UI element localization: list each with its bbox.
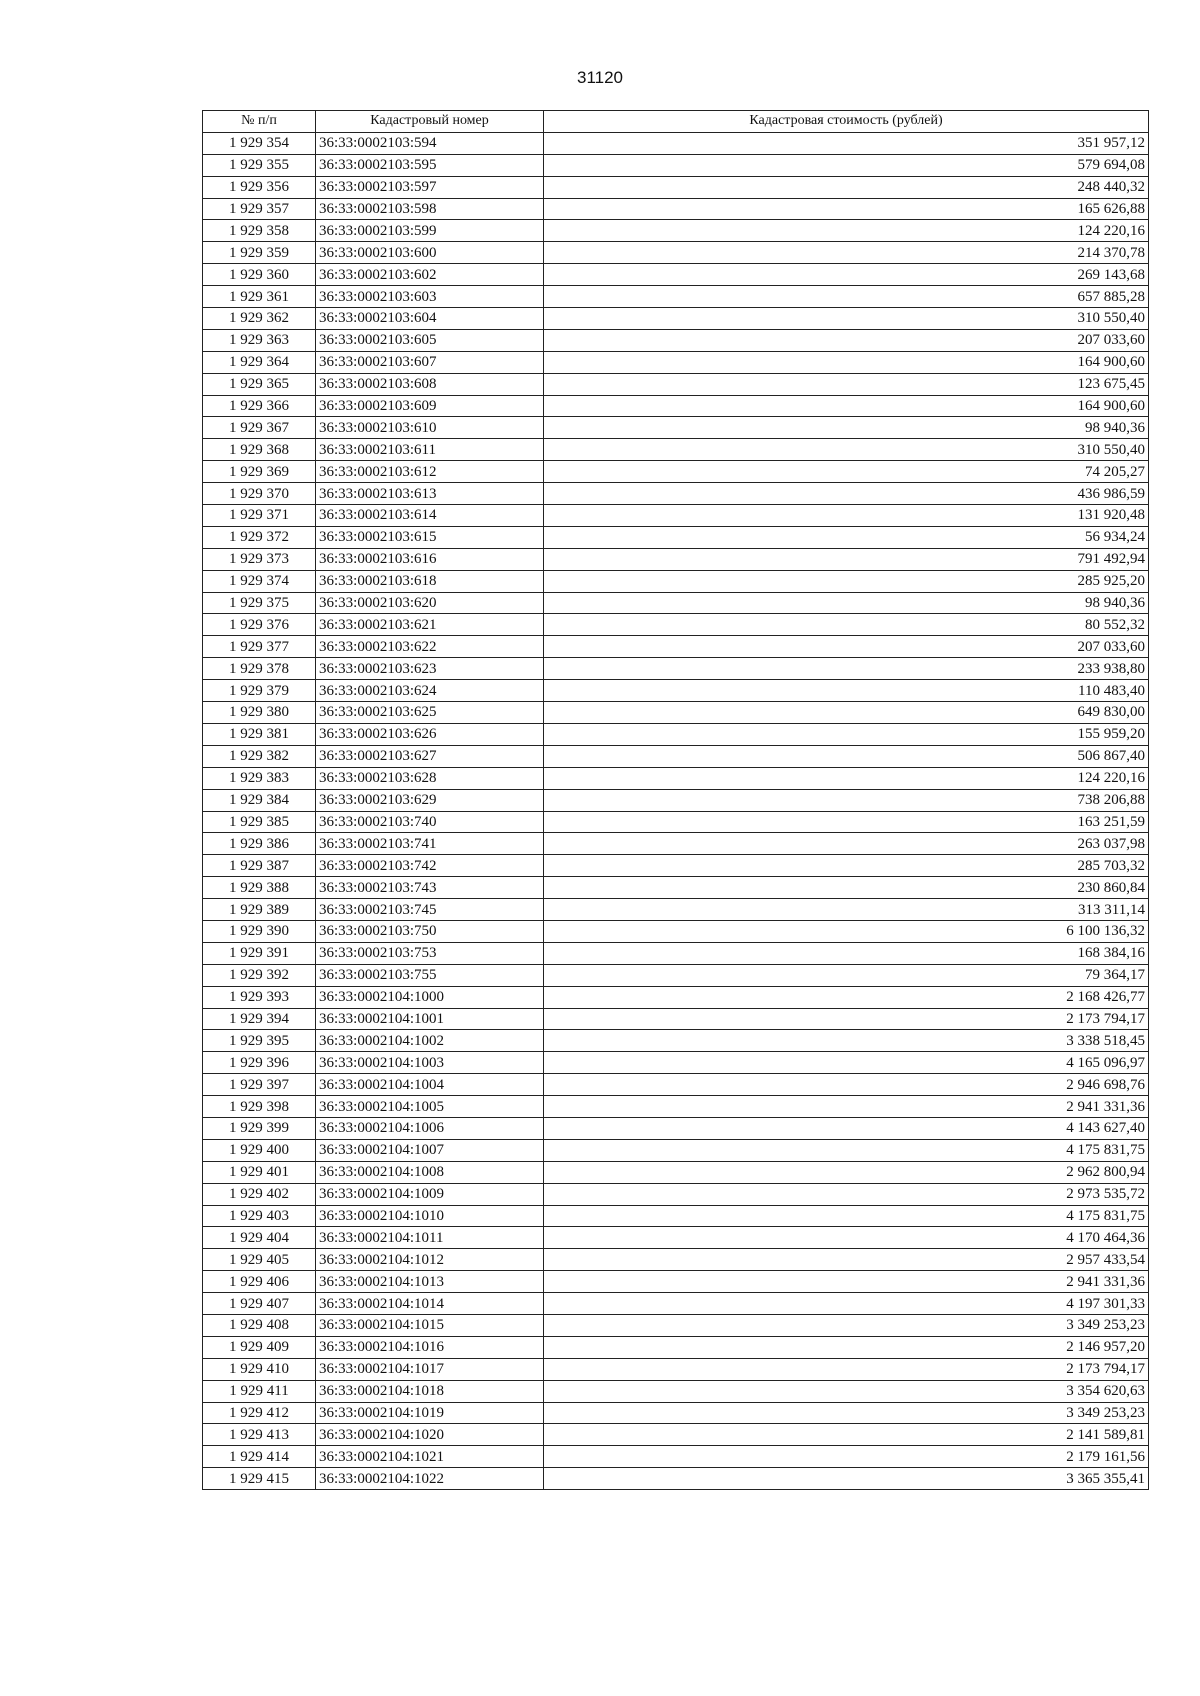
table-row	[203, 811, 1149, 833]
header-cadastral-value: Кадастровая стоимость (рублей)	[544, 111, 1149, 133]
row-number-cell: 1 929 384	[203, 789, 316, 811]
cadastral-value-cell: 214 370,78	[544, 242, 1149, 264]
table-row	[203, 767, 1149, 789]
cadastral-value-cell: 98 940,36	[544, 417, 1149, 439]
cadastral-value-cell: 80 552,32	[544, 614, 1149, 636]
cadastral-number-cell: 36:33:0002103:741	[316, 833, 544, 855]
cadastral-value-cell: 2 957 433,54	[544, 1249, 1149, 1271]
table-row	[203, 658, 1149, 680]
cadastral-number-cell: 36:33:0002103:743	[316, 877, 544, 899]
table-row	[203, 986, 1149, 1008]
row-number-cell: 1 929 359	[203, 242, 316, 264]
cadastral-value-cell: 4 170 464,36	[544, 1227, 1149, 1249]
cadastral-value-cell: 79 364,17	[544, 964, 1149, 986]
row-number-cell: 1 929 357	[203, 198, 316, 220]
table-row	[203, 505, 1149, 527]
table-row	[203, 220, 1149, 242]
cadastral-number-cell: 36:33:0002104:1006	[316, 1117, 544, 1139]
page-number: 31120	[576, 68, 623, 87]
table-row	[203, 242, 1149, 264]
cadastral-number-cell: 36:33:0002103:604	[316, 308, 544, 330]
cadastral-number-cell: 36:33:0002104:1002	[316, 1030, 544, 1052]
table-row	[203, 1358, 1149, 1380]
row-number-cell: 1 929 398	[203, 1096, 316, 1118]
row-number-cell: 1 929 370	[203, 483, 316, 505]
cadastral-number-cell: 36:33:0002103:624	[316, 680, 544, 702]
cadastral-value-cell: 351 957,12	[544, 132, 1149, 154]
cadastral-value-cell: 123 675,45	[544, 373, 1149, 395]
cadastral-number-cell: 36:33:0002103:740	[316, 811, 544, 833]
cadastral-number-cell: 36:33:0002103:611	[316, 439, 544, 461]
row-number-cell: 1 929 367	[203, 417, 316, 439]
cadastral-number-cell: 36:33:0002103:610	[316, 417, 544, 439]
cadastral-value-cell: 285 703,32	[544, 855, 1149, 877]
cadastral-number-cell: 36:33:0002103:605	[316, 329, 544, 351]
cadastral-number-cell: 36:33:0002104:1010	[316, 1205, 544, 1227]
header-row	[203, 111, 1149, 133]
table-row	[203, 855, 1149, 877]
cadastral-value-cell: 2 173 794,17	[544, 1358, 1149, 1380]
cadastral-number-cell: 36:33:0002103:742	[316, 855, 544, 877]
table-row	[203, 439, 1149, 461]
cadastral-number-cell: 36:33:0002103:620	[316, 592, 544, 614]
cadastral-number-cell: 36:33:0002104:1018	[316, 1380, 544, 1402]
row-number-cell: 1 929 410	[203, 1358, 316, 1380]
cadastral-value-cell: 3 349 253,23	[544, 1402, 1149, 1424]
cadastral-value-cell: 248 440,32	[544, 176, 1149, 198]
table-row	[203, 132, 1149, 154]
row-number-cell: 1 929 399	[203, 1117, 316, 1139]
table-row	[203, 1030, 1149, 1052]
cadastral-number-cell: 36:33:0002103:621	[316, 614, 544, 636]
cadastral-value-cell: 110 483,40	[544, 680, 1149, 702]
table-row	[203, 899, 1149, 921]
row-number-cell: 1 929 408	[203, 1314, 316, 1336]
table-row	[203, 483, 1149, 505]
cadastral-value-cell: 4 197 301,33	[544, 1293, 1149, 1315]
cadastral-value-cell: 164 900,60	[544, 395, 1149, 417]
row-number-cell: 1 929 402	[203, 1183, 316, 1205]
cadastral-value-cell: 285 925,20	[544, 570, 1149, 592]
table-row	[203, 1424, 1149, 1446]
row-number-cell: 1 929 360	[203, 264, 316, 286]
table-row	[203, 286, 1149, 308]
table-row	[203, 1205, 1149, 1227]
table-row	[203, 942, 1149, 964]
table-row	[203, 1402, 1149, 1424]
cadastral-number-cell: 36:33:0002103:750	[316, 920, 544, 942]
row-number-cell: 1 929 368	[203, 439, 316, 461]
cadastral-value-cell: 131 920,48	[544, 505, 1149, 527]
row-number-cell: 1 929 395	[203, 1030, 316, 1052]
cadastral-value-cell: 2 141 589,81	[544, 1424, 1149, 1446]
row-number-cell: 1 929 396	[203, 1052, 316, 1074]
row-number-cell: 1 929 412	[203, 1402, 316, 1424]
table-header	[203, 111, 1149, 133]
row-number-cell: 1 929 375	[203, 592, 316, 614]
cadastral-number-cell: 36:33:0002104:1011	[316, 1227, 544, 1249]
cadastral-value-cell: 310 550,40	[544, 439, 1149, 461]
row-number-cell: 1 929 414	[203, 1446, 316, 1468]
row-number-cell: 1 929 393	[203, 986, 316, 1008]
cadastral-number-cell: 36:33:0002103:616	[316, 548, 544, 570]
row-number-cell: 1 929 358	[203, 220, 316, 242]
table-row	[203, 1096, 1149, 1118]
row-number-cell: 1 929 366	[203, 395, 316, 417]
cadastral-value-cell: 6 100 136,32	[544, 920, 1149, 942]
cadastral-value-cell: 124 220,16	[544, 767, 1149, 789]
table-row	[203, 636, 1149, 658]
table-row	[203, 1117, 1149, 1139]
row-number-cell: 1 929 371	[203, 505, 316, 527]
row-number-cell: 1 929 365	[203, 373, 316, 395]
row-number-cell: 1 929 387	[203, 855, 316, 877]
cadastral-value-cell: 506 867,40	[544, 745, 1149, 767]
table-row	[203, 176, 1149, 198]
cadastral-value-cell: 269 143,68	[544, 264, 1149, 286]
table-row	[203, 1139, 1149, 1161]
cadastral-number-cell: 36:33:0002103:745	[316, 899, 544, 921]
row-number-cell: 1 929 363	[203, 329, 316, 351]
cadastral-number-cell: 36:33:0002104:1007	[316, 1139, 544, 1161]
row-number-cell: 1 929 415	[203, 1468, 316, 1490]
row-number-cell: 1 929 391	[203, 942, 316, 964]
cadastral-value-cell: 3 354 620,63	[544, 1380, 1149, 1402]
table-row	[203, 680, 1149, 702]
cadastral-value-cell: 2 179 161,56	[544, 1446, 1149, 1468]
table-row	[203, 351, 1149, 373]
table-row	[203, 1052, 1149, 1074]
cadastral-number-cell: 36:33:0002103:618	[316, 570, 544, 592]
cadastral-number-cell: 36:33:0002104:1014	[316, 1293, 544, 1315]
row-number-cell: 1 929 401	[203, 1161, 316, 1183]
cadastral-value-cell: 207 033,60	[544, 636, 1149, 658]
cadastral-value-cell: 2 962 800,94	[544, 1161, 1149, 1183]
cadastral-value-cell: 233 938,80	[544, 658, 1149, 680]
table-row	[203, 198, 1149, 220]
cadastral-value-cell: 56 934,24	[544, 526, 1149, 548]
table-row	[203, 702, 1149, 724]
cadastral-number-cell: 36:33:0002103:623	[316, 658, 544, 680]
cadastral-value-cell: 791 492,94	[544, 548, 1149, 570]
row-number-cell: 1 929 411	[203, 1380, 316, 1402]
row-number-cell: 1 929 378	[203, 658, 316, 680]
cadastral-value-cell: 2 146 957,20	[544, 1336, 1149, 1358]
cadastral-value-cell: 155 959,20	[544, 723, 1149, 745]
table-row	[203, 789, 1149, 811]
row-number-cell: 1 929 380	[203, 702, 316, 724]
row-number-cell: 1 929 405	[203, 1249, 316, 1271]
row-number-cell: 1 929 397	[203, 1074, 316, 1096]
cadastral-value-cell: 4 175 831,75	[544, 1205, 1149, 1227]
cadastral-value-cell: 163 251,59	[544, 811, 1149, 833]
header-row-number: № п/п	[203, 111, 316, 133]
cadastral-number-cell: 36:33:0002103:600	[316, 242, 544, 264]
row-number-cell: 1 929 356	[203, 176, 316, 198]
row-number-cell: 1 929 364	[203, 351, 316, 373]
cadastral-number-cell: 36:33:0002103:597	[316, 176, 544, 198]
cadastral-number-cell: 36:33:0002103:598	[316, 198, 544, 220]
row-number-cell: 1 929 388	[203, 877, 316, 899]
row-number-cell: 1 929 390	[203, 920, 316, 942]
table-row	[203, 1008, 1149, 1030]
row-number-cell: 1 929 413	[203, 1424, 316, 1446]
table-row	[203, 526, 1149, 548]
cadastral-number-cell: 36:33:0002103:622	[316, 636, 544, 658]
row-number-cell: 1 929 404	[203, 1227, 316, 1249]
row-number-cell: 1 929 407	[203, 1293, 316, 1315]
row-number-cell: 1 929 383	[203, 767, 316, 789]
table-row	[203, 1336, 1149, 1358]
table-row	[203, 1183, 1149, 1205]
cadastral-value-cell: 207 033,60	[544, 329, 1149, 351]
table-row	[203, 614, 1149, 636]
row-number-cell: 1 929 381	[203, 723, 316, 745]
cadastral-number-cell: 36:33:0002103:625	[316, 702, 544, 724]
row-number-cell: 1 929 355	[203, 154, 316, 176]
cadastral-value-cell: 579 694,08	[544, 154, 1149, 176]
table-row	[203, 920, 1149, 942]
table-row	[203, 461, 1149, 483]
cadastral-value-cell: 263 037,98	[544, 833, 1149, 855]
table-row	[203, 395, 1149, 417]
table-row	[203, 877, 1149, 899]
table-row	[203, 264, 1149, 286]
table-row	[203, 1468, 1149, 1490]
table-row	[203, 1161, 1149, 1183]
cadastral-number-cell: 36:33:0002103:613	[316, 483, 544, 505]
table-row	[203, 1271, 1149, 1293]
row-number-cell: 1 929 379	[203, 680, 316, 702]
table-row	[203, 1380, 1149, 1402]
cadastral-value-cell: 3 338 518,45	[544, 1030, 1149, 1052]
cadastral-number-cell: 36:33:0002103:602	[316, 264, 544, 286]
table-body	[203, 132, 1149, 1489]
table-row	[203, 373, 1149, 395]
cadastral-number-cell: 36:33:0002103:615	[316, 526, 544, 548]
table-row	[203, 1293, 1149, 1315]
cadastral-value-cell: 738 206,88	[544, 789, 1149, 811]
table-row	[203, 1227, 1149, 1249]
cadastral-number-cell: 36:33:0002104:1003	[316, 1052, 544, 1074]
cadastral-value-cell: 165 626,88	[544, 198, 1149, 220]
cadastral-value-cell: 4 143 627,40	[544, 1117, 1149, 1139]
cadastral-number-cell: 36:33:0002103:594	[316, 132, 544, 154]
cadastral-value-cell: 4 165 096,97	[544, 1052, 1149, 1074]
cadastral-number-cell: 36:33:0002104:1009	[316, 1183, 544, 1205]
cadastral-value-cell: 2 973 535,72	[544, 1183, 1149, 1205]
cadastral-number-cell: 36:33:0002103:629	[316, 789, 544, 811]
row-number-cell: 1 929 409	[203, 1336, 316, 1358]
cadastral-value-cell: 2 168 426,77	[544, 986, 1149, 1008]
table-row	[203, 548, 1149, 570]
header-cadastral-number: Кадастровый номер	[316, 111, 544, 133]
cadastral-value-cell: 230 860,84	[544, 877, 1149, 899]
row-number-cell: 1 929 361	[203, 286, 316, 308]
table-row	[203, 329, 1149, 351]
cadastral-number-cell: 36:33:0002103:599	[316, 220, 544, 242]
cadastral-number-cell: 36:33:0002104:1016	[316, 1336, 544, 1358]
row-number-cell: 1 929 362	[203, 308, 316, 330]
table-row	[203, 570, 1149, 592]
cadastral-number-cell: 36:33:0002104:1021	[316, 1446, 544, 1468]
table-row	[203, 745, 1149, 767]
cadastral-value-cell: 436 986,59	[544, 483, 1149, 505]
cadastral-number-cell: 36:33:0002103:612	[316, 461, 544, 483]
row-number-cell: 1 929 403	[203, 1205, 316, 1227]
cadastral-value-cell: 3 365 355,41	[544, 1468, 1149, 1490]
row-number-cell: 1 929 406	[203, 1271, 316, 1293]
cadastral-number-cell: 36:33:0002104:1008	[316, 1161, 544, 1183]
cadastral-number-cell: 36:33:0002104:1022	[316, 1468, 544, 1490]
cadastral-number-cell: 36:33:0002103:608	[316, 373, 544, 395]
cadastral-value-cell: 2 941 331,36	[544, 1096, 1149, 1118]
row-number-cell: 1 929 386	[203, 833, 316, 855]
table-row	[203, 1074, 1149, 1096]
cadastral-value-cell: 649 830,00	[544, 702, 1149, 724]
table-row	[203, 308, 1149, 330]
row-number-cell: 1 929 389	[203, 899, 316, 921]
table-row	[203, 723, 1149, 745]
cadastral-number-cell: 36:33:0002103:626	[316, 723, 544, 745]
cadastral-number-cell: 36:33:0002103:603	[316, 286, 544, 308]
cadastral-value-cell: 2 946 698,76	[544, 1074, 1149, 1096]
cadastral-number-cell: 36:33:0002103:614	[316, 505, 544, 527]
cadastral-number-cell: 36:33:0002104:1020	[316, 1424, 544, 1446]
row-number-cell: 1 929 369	[203, 461, 316, 483]
row-number-cell: 1 929 400	[203, 1139, 316, 1161]
cadastral-number-cell: 36:33:0002104:1019	[316, 1402, 544, 1424]
table-row	[203, 964, 1149, 986]
row-number-cell: 1 929 372	[203, 526, 316, 548]
cadastral-value-cell: 657 885,28	[544, 286, 1149, 308]
row-number-cell: 1 929 376	[203, 614, 316, 636]
cadastral-number-cell: 36:33:0002104:1013	[316, 1271, 544, 1293]
cadastral-number-cell: 36:33:0002104:1000	[316, 986, 544, 1008]
row-number-cell: 1 929 377	[203, 636, 316, 658]
row-number-cell: 1 929 374	[203, 570, 316, 592]
row-number-cell: 1 929 354	[203, 132, 316, 154]
cadastral-value-table	[202, 110, 1149, 1490]
cadastral-number-cell: 36:33:0002104:1015	[316, 1314, 544, 1336]
cadastral-value-cell: 313 311,14	[544, 899, 1149, 921]
row-number-cell: 1 929 382	[203, 745, 316, 767]
cadastral-number-cell: 36:33:0002104:1005	[316, 1096, 544, 1118]
cadastral-number-cell: 36:33:0002103:607	[316, 351, 544, 373]
cadastral-number-cell: 36:33:0002104:1004	[316, 1074, 544, 1096]
cadastral-number-cell: 36:33:0002104:1012	[316, 1249, 544, 1271]
cadastral-value-cell: 98 940,36	[544, 592, 1149, 614]
table-row	[203, 1249, 1149, 1271]
cadastral-number-cell: 36:33:0002104:1017	[316, 1358, 544, 1380]
cadastral-value-cell: 310 550,40	[544, 308, 1149, 330]
row-number-cell: 1 929 394	[203, 1008, 316, 1030]
row-number-cell: 1 929 385	[203, 811, 316, 833]
cadastral-number-cell: 36:33:0002103:609	[316, 395, 544, 417]
cadastral-value-cell: 2 173 794,17	[544, 1008, 1149, 1030]
cadastral-number-cell: 36:33:0002104:1001	[316, 1008, 544, 1030]
cadastral-value-cell: 4 175 831,75	[544, 1139, 1149, 1161]
table-row	[203, 417, 1149, 439]
cadastral-value-cell: 124 220,16	[544, 220, 1149, 242]
cadastral-value-cell: 2 941 331,36	[544, 1271, 1149, 1293]
table-row	[203, 1314, 1149, 1336]
table-row	[203, 592, 1149, 614]
cadastral-number-cell: 36:33:0002103:628	[316, 767, 544, 789]
cadastral-number-cell: 36:33:0002103:627	[316, 745, 544, 767]
cadastral-value-cell: 168 384,16	[544, 942, 1149, 964]
cadastral-value-cell: 3 349 253,23	[544, 1314, 1149, 1336]
table-row	[203, 1446, 1149, 1468]
cadastral-number-cell: 36:33:0002103:755	[316, 964, 544, 986]
cadastral-number-cell: 36:33:0002103:595	[316, 154, 544, 176]
row-number-cell: 1 929 373	[203, 548, 316, 570]
table-row	[203, 154, 1149, 176]
row-number-cell: 1 929 392	[203, 964, 316, 986]
cadastral-value-cell: 74 205,27	[544, 461, 1149, 483]
table-row	[203, 833, 1149, 855]
cadastral-value-cell: 164 900,60	[544, 351, 1149, 373]
cadastral-number-cell: 36:33:0002103:753	[316, 942, 544, 964]
